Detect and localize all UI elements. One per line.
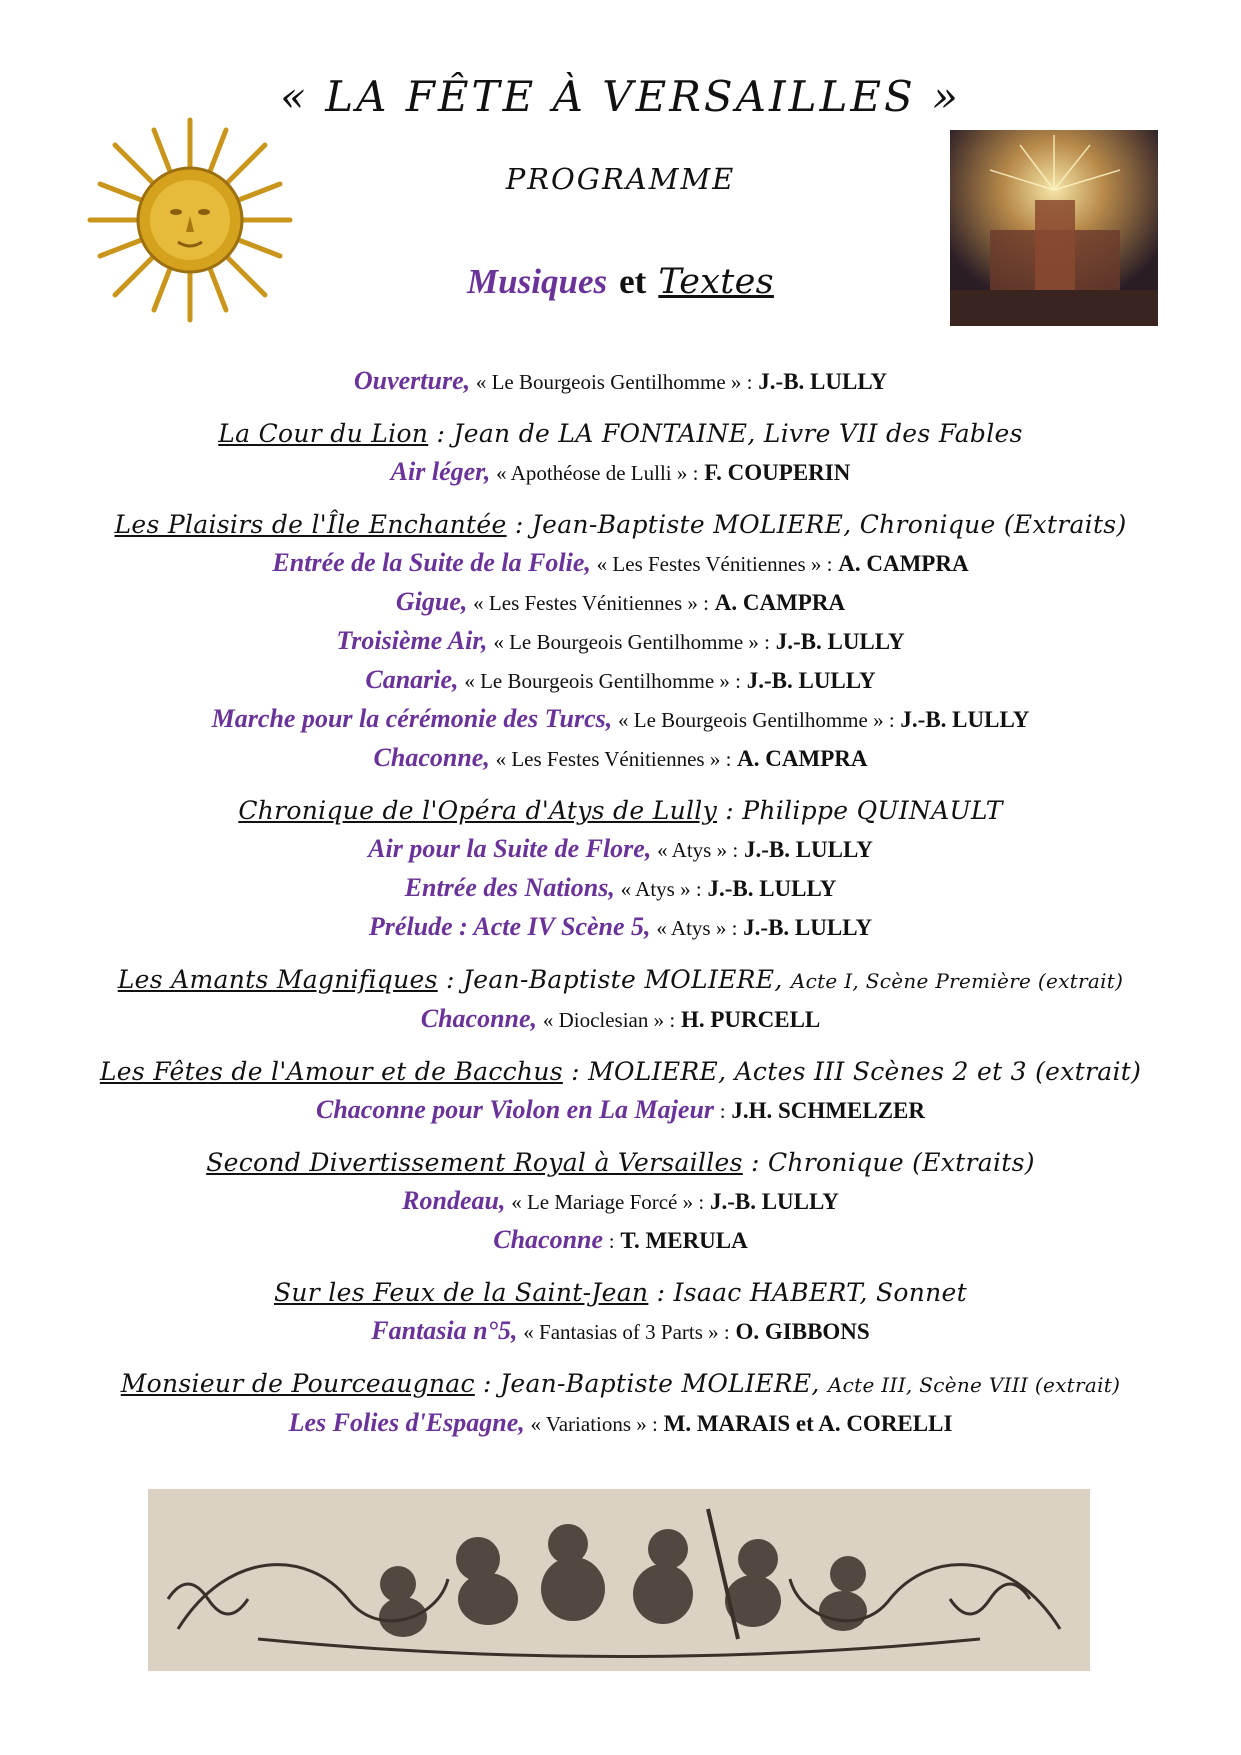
piece-source: « Le Bourgeois Gentilhomme » : bbox=[618, 708, 895, 732]
composer-name: A. CAMPRA bbox=[838, 551, 969, 576]
piece-source: « Les Festes Vénitiennes » : bbox=[495, 747, 732, 771]
work-title: Chronique de l'Opéra d'Atys de Lully bbox=[238, 796, 718, 825]
composer-name: J.-B. LULLY bbox=[746, 668, 876, 693]
composer-name: A. CAMPRA bbox=[714, 590, 846, 615]
text-entry bbox=[60, 1053, 1181, 1091]
music-entry bbox=[60, 661, 1181, 700]
work-author: : Isaac HABERT, Sonnet bbox=[648, 1278, 967, 1307]
heading-text: Textes bbox=[658, 262, 774, 302]
composer-name: J.-B. LULLY bbox=[900, 707, 1030, 732]
work-detail: Acte I, Scène Première (extrait) bbox=[790, 969, 1124, 993]
composer-name: T. MERULA bbox=[620, 1228, 748, 1253]
piece-source: « Atys » : bbox=[656, 916, 738, 940]
work-title: Les Fêtes de l'Amour et de Bacchus bbox=[99, 1057, 563, 1086]
text-entry bbox=[60, 1274, 1181, 1312]
page-title: « LA FÊTE À VERSAILLES » bbox=[280, 72, 961, 121]
composer-name: J.-B. LULLY bbox=[743, 837, 873, 862]
music-entry bbox=[60, 544, 1181, 583]
piece-title: Rondeau, bbox=[402, 1186, 506, 1215]
music-entry bbox=[60, 1091, 1181, 1130]
piece-source: : bbox=[719, 1099, 726, 1123]
music-entry bbox=[60, 1000, 1181, 1039]
music-entry bbox=[60, 1404, 1181, 1443]
work-author: : Jean-Baptiste MOLIERE, Chronique (Extraits) bbox=[506, 510, 1127, 539]
heading-and: et bbox=[619, 262, 647, 301]
work-title: La Cour du Lion bbox=[218, 419, 429, 448]
piece-title: Fantasia n°5, bbox=[371, 1316, 518, 1345]
music-entry bbox=[60, 739, 1181, 778]
work-author: : MOLIERE, Actes III Scènes 2 et 3 (extrait) bbox=[562, 1057, 1142, 1086]
text-entry bbox=[60, 1365, 1181, 1404]
piece-title: Gigue, bbox=[395, 587, 468, 616]
text-entry bbox=[60, 415, 1181, 453]
work-author: : Jean-Baptiste MOLIERE, bbox=[437, 965, 791, 994]
piece-title: Chaconne, bbox=[373, 743, 490, 772]
composer-name: F. COUPERIN bbox=[704, 460, 851, 485]
piece-source: « Les Festes Vénitiennes » : bbox=[596, 552, 833, 576]
piece-title: Entrée des Nations, bbox=[404, 873, 615, 902]
composer-name: J.-B. LULLY bbox=[758, 369, 888, 394]
piece-source: « Le Bourgeois Gentilhomme » : bbox=[475, 370, 753, 394]
piece-title: Marche pour la cérémonie des Turcs, bbox=[211, 704, 613, 733]
piece-title: Chaconne, bbox=[420, 1004, 538, 1033]
text-entry bbox=[60, 506, 1181, 544]
piece-source: « Fantasias of 3 Parts » : bbox=[523, 1320, 730, 1344]
piece-title: Entrée de la Suite de la Folie, bbox=[272, 548, 591, 577]
composer-name: J.-B. LULLY bbox=[707, 876, 837, 901]
piece-source: « Apothéose de Lulli » : bbox=[496, 461, 699, 485]
work-title: Les Amants Magnifiques bbox=[117, 965, 438, 994]
piece-source: « Le Mariage Forcé » : bbox=[511, 1190, 705, 1214]
heading-music: Musiques bbox=[467, 262, 608, 301]
music-entry bbox=[60, 622, 1181, 661]
piece-title: Chaconne pour Violon en La Majeur bbox=[315, 1095, 715, 1124]
piece-source: : bbox=[608, 1229, 615, 1253]
music-entry bbox=[60, 908, 1181, 947]
piece-source: « Le Bourgeois Gentilhomme » : bbox=[493, 630, 770, 654]
piece-source: « Atys » : bbox=[657, 838, 739, 862]
piece-title: Canarie, bbox=[365, 665, 459, 694]
piece-title: Chaconne bbox=[493, 1225, 604, 1254]
composer-name: J.-B. LULLY bbox=[775, 629, 905, 654]
program-list bbox=[60, 362, 1181, 1443]
composer-name: H. PURCELL bbox=[680, 1007, 821, 1032]
work-author: : Jean-Baptiste MOLIERE, bbox=[474, 1369, 828, 1398]
composer-name: A. CAMPRA bbox=[737, 746, 868, 771]
music-entry bbox=[60, 1312, 1181, 1351]
composer-name: M. MARAIS et A. CORELLI bbox=[663, 1411, 953, 1436]
work-author: : Chronique (Extraits) bbox=[742, 1148, 1035, 1177]
piece-source: « Atys » : bbox=[620, 877, 702, 901]
piece-title: Air pour la Suite de Flore, bbox=[368, 834, 652, 863]
composer-name: O. GIBBONS bbox=[735, 1319, 870, 1344]
composer-name: J.-B. LULLY bbox=[709, 1189, 839, 1214]
piece-source: « Le Bourgeois Gentilhomme » : bbox=[464, 669, 741, 693]
music-entry bbox=[60, 583, 1181, 622]
piece-source: « Dioclesian » : bbox=[542, 1008, 676, 1032]
music-entry bbox=[60, 869, 1181, 908]
text-entry bbox=[60, 792, 1181, 830]
text-entry bbox=[60, 1144, 1181, 1182]
music-entry bbox=[60, 453, 1181, 492]
fireworks-painting bbox=[950, 130, 1158, 326]
composer-name: J.H. SCHMELZER bbox=[731, 1098, 925, 1123]
piece-title: Prélude : Acte IV Scène 5, bbox=[368, 912, 651, 941]
piece-source: « Variations » : bbox=[530, 1412, 658, 1436]
piece-title: Air léger, bbox=[390, 457, 491, 486]
work-detail: Acte III, Scène VIII (extrait) bbox=[827, 1373, 1121, 1397]
music-entry bbox=[60, 1221, 1181, 1260]
music-entry bbox=[60, 1182, 1181, 1221]
work-title: Second Divertissement Royal à Versailles bbox=[206, 1148, 743, 1177]
work-author: : Jean de LA FONTAINE, Livre VII des Fables bbox=[428, 419, 1023, 448]
text-entry bbox=[60, 961, 1181, 1000]
work-title: Les Plaisirs de l'Île Enchantée bbox=[114, 510, 507, 539]
work-title: Sur les Feux de la Saint-Jean bbox=[273, 1278, 649, 1307]
music-entry bbox=[60, 700, 1181, 739]
ornamental-frieze bbox=[148, 1489, 1090, 1671]
music-entry bbox=[60, 830, 1181, 869]
sun-king-emblem bbox=[85, 95, 295, 345]
piece-title: Les Folies d'Espagne, bbox=[288, 1408, 525, 1437]
work-author: : Philippe QUINAULT bbox=[717, 796, 1003, 825]
music-entry bbox=[60, 362, 1181, 401]
composer-name: J.-B. LULLY bbox=[743, 915, 873, 940]
piece-source: « Les Festes Vénitiennes » : bbox=[473, 591, 710, 615]
work-title: Monsieur de Pourceaugnac bbox=[120, 1369, 475, 1398]
page-subtitle: PROGRAMME bbox=[505, 162, 736, 196]
piece-title: Ouverture, bbox=[353, 366, 471, 395]
piece-title: Troisième Air, bbox=[336, 626, 488, 655]
